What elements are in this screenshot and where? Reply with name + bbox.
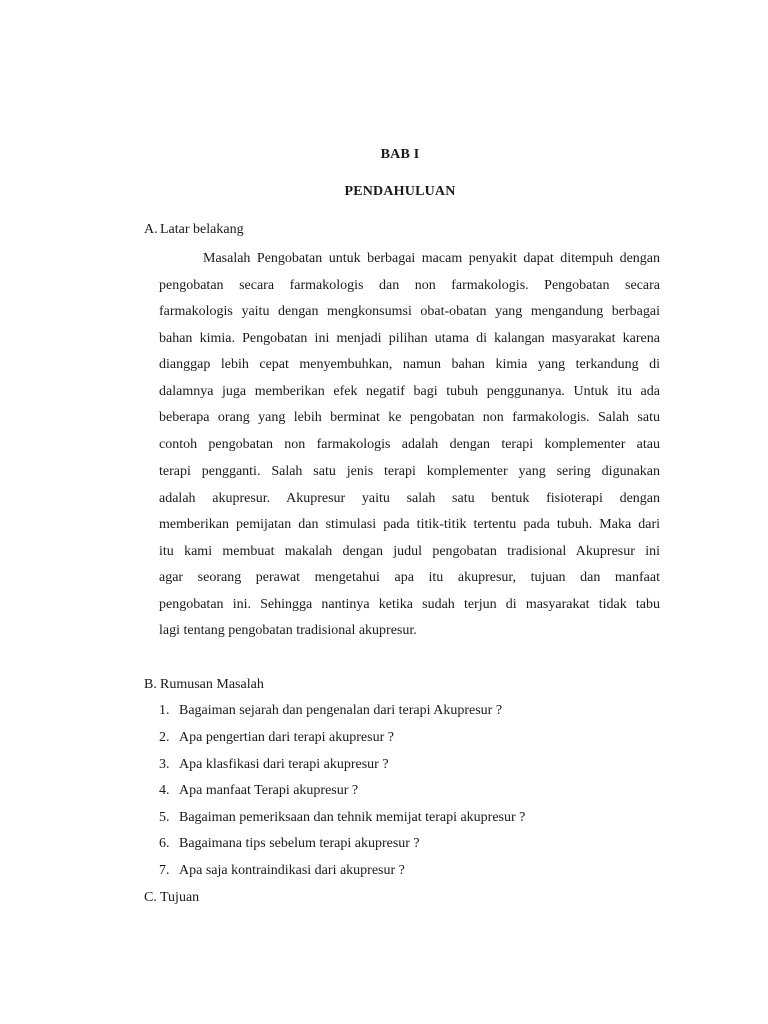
- section-a-title: Latar belakang: [160, 222, 244, 237]
- section-c-title: Tujuan: [160, 890, 200, 905]
- list-item-text: Apa pengertian dari terapi akupresur ?: [179, 730, 394, 745]
- paragraph-line: beberapa orang yang lebih berminat ke pengobatan non farmakologis. Salah satu: [159, 410, 660, 425]
- list-item-text: Apa manfaat Terapi akupresur ?: [179, 783, 359, 798]
- list-item-number: 3.: [159, 757, 170, 772]
- list-item-number: 1.: [159, 703, 170, 718]
- paragraph-line: pengobatan secara farmakologis dan non farmakologis. Pengobatan secara: [159, 278, 660, 293]
- section-a-heading: [144, 222, 244, 238]
- chapter-title: PENDAHULUAN: [344, 184, 456, 199]
- list-item: [159, 810, 525, 826]
- paragraph-line: dalamnya juga memberikan efek negatif bagi tubuh penggunanya. Untuk itu ada: [159, 384, 660, 399]
- list-item-text: Bagaimana tips sebelum terapi akupresur ?: [179, 836, 420, 851]
- list-item-text: Bagaiman pemeriksaan dan tehnik memijat terapi akupresur ?: [179, 810, 526, 825]
- list-item-text: Apa saja kontraindikasi dari akupresur ?: [179, 863, 405, 878]
- list-item: [159, 703, 502, 719]
- list-item-text: Apa klasfikasi dari terapi akupresur ?: [179, 757, 389, 772]
- paragraph-line: terapi pengganti. Salah satu jenis terapi komplementer yang sering digunakan: [159, 464, 660, 479]
- list-item: [159, 836, 420, 852]
- paragraph-line: Masalah Pengobatan untuk berbagai macam penyakit dapat ditempuh dengan: [203, 251, 660, 266]
- list-item-number: 2.: [159, 730, 170, 745]
- list-item-number: 7.: [159, 863, 170, 878]
- paragraph-line: adalah akupresur. Akupresur yaitu salah satu bentuk fisioterapi dengan: [159, 491, 660, 506]
- list-item-text: Bagaiman sejarah dan pengenalan dari terapi Akupresur ?: [179, 703, 503, 718]
- section-c-letter: C.: [144, 890, 157, 905]
- list-item: [159, 757, 389, 773]
- section-b-letter: B.: [144, 677, 157, 692]
- paragraph-line: itu kami membuat makalah dengan judul pengobatan tradisional Akupresur ini: [159, 544, 660, 559]
- section-a-letter: A.: [144, 222, 158, 237]
- section-b-title: Rumusan Masalah: [160, 677, 264, 692]
- list-item-number: 6.: [159, 836, 170, 851]
- list-item: [159, 783, 358, 799]
- section-c-heading: [144, 890, 199, 906]
- paragraph-line: bahan kimia. Pengobatan ini menjadi pilihan utama di kalangan masyarakat karena: [159, 331, 660, 346]
- paragraph-line: farmakologis yaitu dengan mengkonsumsi obat-obatan yang mengandung berbagai: [159, 304, 660, 319]
- list-item: [159, 730, 394, 746]
- paragraph-line: memberikan pemijatan dan stimulasi pada titik-titik tertentu pada tubuh. Maka dari: [159, 517, 660, 532]
- paragraph-line: pengobatan ini. Sehingga nantinya ketika sudah terjun di masyarakat tidak tabu: [159, 597, 660, 612]
- list-item-number: 4.: [159, 783, 170, 798]
- paragraph-line: contoh pengobatan non farmakologis adalah dengan terapi komplementer atau: [159, 437, 660, 452]
- paragraph-line: lagi tentang pengobatan tradisional akupresur.: [159, 623, 417, 638]
- list-item: [159, 863, 405, 879]
- section-b-heading: [144, 677, 264, 693]
- paragraph-line: agar seorang perawat mengetahui apa itu akupresur, tujuan dan manfaat: [159, 570, 660, 585]
- list-item-number: 5.: [159, 810, 170, 825]
- chapter-number: BAB I: [380, 147, 420, 162]
- paragraph-line: dianggap lebih cepat menyembuhkan, namun bahan kimia yang terkandung di: [159, 357, 660, 372]
